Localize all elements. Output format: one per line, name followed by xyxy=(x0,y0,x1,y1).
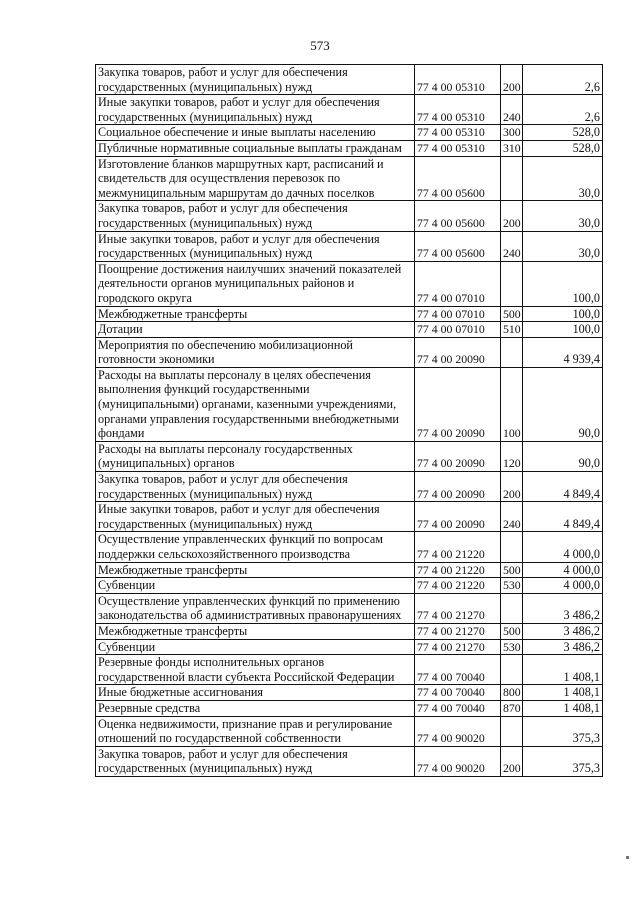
table-row xyxy=(96,593,603,623)
expense-type-code xyxy=(501,261,523,306)
expense-type-code xyxy=(501,655,523,685)
expense-item-name: Иные закупки товаров, работ и услуг для обеспечения государственных (муниципальных) нужд xyxy=(96,502,415,532)
table-row xyxy=(96,472,603,502)
expense-item-name: Иные бюджетные ассигнования xyxy=(96,685,415,701)
amount: 3 486,2 xyxy=(523,639,603,655)
target-article-code: 77 4 00 90020 xyxy=(415,746,501,776)
target-article-code: 77 4 00 20090 xyxy=(415,502,501,532)
expense-item-name: Закупка товаров, работ и услуг для обеспечения государственных (муниципальных) нужд xyxy=(96,472,415,502)
expense-item-name: Расходы на выплаты персоналу государственных (муниципальных) органов xyxy=(96,441,415,471)
expense-type-code: 500 xyxy=(501,306,523,322)
amount: 100,0 xyxy=(523,322,603,338)
table-row xyxy=(96,716,603,746)
expense-type-code xyxy=(501,337,523,367)
target-article-code: 77 4 00 21270 xyxy=(415,623,501,639)
table-row xyxy=(96,746,603,776)
table-row xyxy=(96,140,603,156)
amount: 528,0 xyxy=(523,125,603,141)
amount: 4 000,0 xyxy=(523,532,603,562)
expense-item-name: Публичные нормативные социальные выплаты гражданам xyxy=(96,140,415,156)
table-row xyxy=(96,125,603,141)
expense-item-name: Расходы на выплаты персоналу в целях обеспечения выполнения функций государственными (муниципальными) органами, казенными учреждениями, органами управления государственными внебюджетными фондами xyxy=(96,367,415,441)
amount: 4 849,4 xyxy=(523,502,603,532)
target-article-code: 77 4 00 21270 xyxy=(415,593,501,623)
table-row xyxy=(96,578,603,594)
expense-type-code xyxy=(501,532,523,562)
expense-type-code xyxy=(501,156,523,201)
target-article-code: 77 4 00 05310 xyxy=(415,125,501,141)
target-article-code: 77 4 00 07010 xyxy=(415,322,501,338)
expense-item-name: Закупка товаров, работ и услуг для обеспечения государственных (муниципальных) нужд xyxy=(96,201,415,231)
amount: 2,6 xyxy=(523,65,603,95)
table-row xyxy=(96,231,603,261)
amount: 4 939,4 xyxy=(523,337,603,367)
amount: 1 408,1 xyxy=(523,700,603,716)
table-row xyxy=(96,532,603,562)
expense-type-code xyxy=(501,593,523,623)
amount: 1 408,1 xyxy=(523,655,603,685)
target-article-code: 77 4 00 20090 xyxy=(415,367,501,441)
amount: 100,0 xyxy=(523,261,603,306)
budget-table xyxy=(95,64,603,777)
target-article-code: 77 4 00 21220 xyxy=(415,532,501,562)
target-article-code: 77 4 00 20090 xyxy=(415,472,501,502)
expense-item-name: Поощрение достижения наилучших значений показателей деятельности органов муниципальных районов и городского округа xyxy=(96,261,415,306)
amount: 4 849,4 xyxy=(523,472,603,502)
table-row xyxy=(96,261,603,306)
table-row xyxy=(96,623,603,639)
table-row xyxy=(96,201,603,231)
target-article-code: 77 4 00 05600 xyxy=(415,231,501,261)
amount: 3 486,2 xyxy=(523,623,603,639)
expense-type-code: 510 xyxy=(501,322,523,338)
expense-item-name: Субвенции xyxy=(96,578,415,594)
page-number: 573 xyxy=(310,38,330,53)
expense-type-code: 530 xyxy=(501,639,523,655)
expense-type-code: 800 xyxy=(501,685,523,701)
expense-item-name: Осуществление управленческих функций по применению законодательства об административных правонарушениях xyxy=(96,593,415,623)
budget-table-body xyxy=(96,65,603,777)
expense-type-code: 870 xyxy=(501,700,523,716)
amount: 30,0 xyxy=(523,156,603,201)
expense-item-name: Межбюджетные трансферты xyxy=(96,623,415,639)
scan-speck xyxy=(626,856,629,859)
expense-item-name: Мероприятия по обеспечению мобилизационной готовности экономики xyxy=(96,337,415,367)
target-article-code: 77 4 00 21220 xyxy=(415,562,501,578)
table-row xyxy=(96,65,603,95)
expense-item-name: Субвенции xyxy=(96,639,415,655)
amount: 90,0 xyxy=(523,367,603,441)
table-row xyxy=(96,700,603,716)
target-article-code: 77 4 00 20090 xyxy=(415,337,501,367)
expense-type-code: 240 xyxy=(501,231,523,261)
target-article-code: 77 4 00 05600 xyxy=(415,201,501,231)
expense-type-code: 120 xyxy=(501,441,523,471)
expense-type-code: 240 xyxy=(501,502,523,532)
table-row xyxy=(96,337,603,367)
table-row xyxy=(96,502,603,532)
expense-type-code: 500 xyxy=(501,562,523,578)
amount: 1 408,1 xyxy=(523,685,603,701)
amount: 30,0 xyxy=(523,231,603,261)
target-article-code: 77 4 00 05310 xyxy=(415,65,501,95)
expense-item-name: Оценка недвижимости, признание прав и регулирование отношений по государственной собственности xyxy=(96,716,415,746)
expense-item-name: Резервные фонды исполнительных органов государственной власти субъекта Российской Федерации xyxy=(96,655,415,685)
table-row xyxy=(96,156,603,201)
target-article-code: 77 4 00 05310 xyxy=(415,95,501,125)
expense-type-code: 500 xyxy=(501,623,523,639)
amount: 4 000,0 xyxy=(523,578,603,594)
amount: 90,0 xyxy=(523,441,603,471)
amount: 528,0 xyxy=(523,140,603,156)
expense-item-name: Иные закупки товаров, работ и услуг для обеспечения государственных (муниципальных) нужд xyxy=(96,95,415,125)
expense-item-name: Иные закупки товаров, работ и услуг для обеспечения государственных (муниципальных) нужд xyxy=(96,231,415,261)
expense-item-name: Закупка товаров, работ и услуг для обеспечения государственных (муниципальных) нужд xyxy=(96,746,415,776)
expense-item-name: Дотации xyxy=(96,322,415,338)
expense-item-name: Социальное обеспечение и иные выплаты населению xyxy=(96,125,415,141)
expense-item-name: Осуществление управленческих функций по вопросам поддержки сельскохозяйственного производства xyxy=(96,532,415,562)
table-row xyxy=(96,322,603,338)
expense-type-code: 300 xyxy=(501,125,523,141)
expense-type-code: 200 xyxy=(501,65,523,95)
table-row xyxy=(96,441,603,471)
expense-type-code: 200 xyxy=(501,746,523,776)
target-article-code: 77 4 00 70040 xyxy=(415,685,501,701)
expense-item-name: Межбюджетные трансферты xyxy=(96,562,415,578)
amount: 4 000,0 xyxy=(523,562,603,578)
target-article-code: 77 4 00 07010 xyxy=(415,261,501,306)
amount: 375,3 xyxy=(523,716,603,746)
expense-type-code: 100 xyxy=(501,367,523,441)
target-article-code: 77 4 00 70040 xyxy=(415,655,501,685)
target-article-code: 77 4 00 07010 xyxy=(415,306,501,322)
expense-item-name: Резервные средства xyxy=(96,700,415,716)
amount: 375,3 xyxy=(523,746,603,776)
table-row xyxy=(96,685,603,701)
expense-type-code: 530 xyxy=(501,578,523,594)
table-row xyxy=(96,655,603,685)
amount: 2,6 xyxy=(523,95,603,125)
expense-type-code: 310 xyxy=(501,140,523,156)
table-row xyxy=(96,95,603,125)
amount: 30,0 xyxy=(523,201,603,231)
expense-type-code: 200 xyxy=(501,472,523,502)
expense-type-code xyxy=(501,716,523,746)
expense-type-code: 240 xyxy=(501,95,523,125)
table-row xyxy=(96,639,603,655)
expense-item-name: Изготовление бланков маршрутных карт, расписаний и свидетельств для осуществления перевозок по межмуниципальным маршрутам до дачных поселков xyxy=(96,156,415,201)
target-article-code: 77 4 00 20090 xyxy=(415,441,501,471)
target-article-code: 77 4 00 90020 xyxy=(415,716,501,746)
expense-item-name: Закупка товаров, работ и услуг для обеспечения государственных (муниципальных) нужд xyxy=(96,65,415,95)
target-article-code: 77 4 00 21270 xyxy=(415,639,501,655)
amount: 3 486,2 xyxy=(523,593,603,623)
table-row xyxy=(96,367,603,441)
table-row xyxy=(96,562,603,578)
target-article-code: 77 4 00 21220 xyxy=(415,578,501,594)
target-article-code: 77 4 00 70040 xyxy=(415,700,501,716)
target-article-code: 77 4 00 05310 xyxy=(415,140,501,156)
expense-type-code: 200 xyxy=(501,201,523,231)
target-article-code: 77 4 00 05600 xyxy=(415,156,501,201)
amount: 100,0 xyxy=(523,306,603,322)
expense-item-name: Межбюджетные трансферты xyxy=(96,306,415,322)
table-row xyxy=(96,306,603,322)
